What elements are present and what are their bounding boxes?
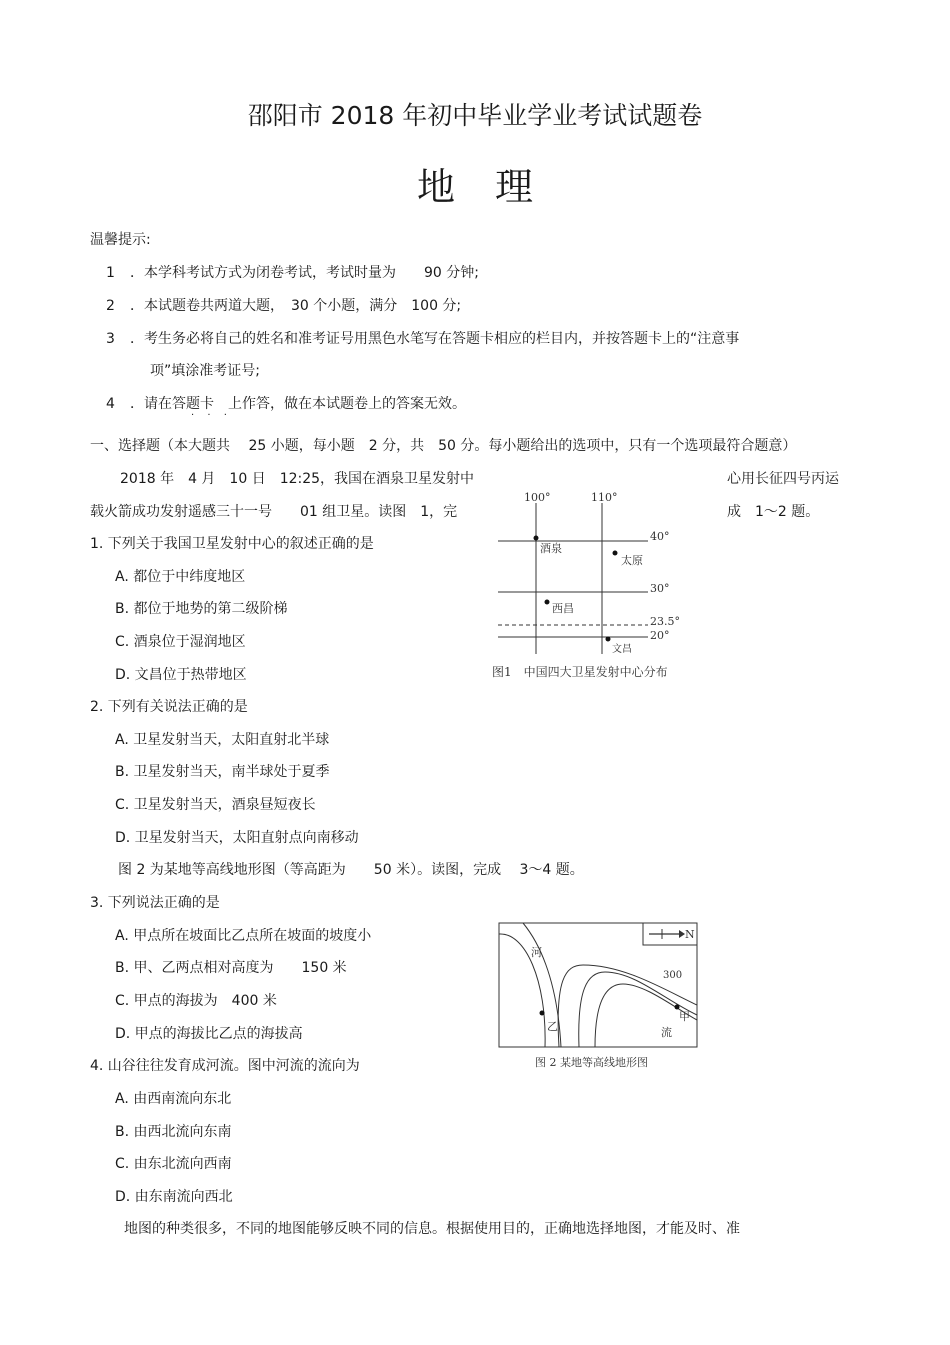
- point-label: 乙: [547, 1020, 558, 1033]
- tip-text: ．请在答题卡 上作答，做在本试题卷上的答案无效。: [130, 396, 466, 412]
- section-heading: 一、选择题（本大题共 25 小题，每小题 2 分，共 50 分。每小题给出的选项中，只有一个选项最符合题意）: [90, 438, 797, 454]
- question-stem: 3. 下列说法正确的是: [90, 895, 220, 911]
- figure2-intro: 图 2 为某地等高线地形图（等高距为 50 米）。读图，完成 3～4 题。: [118, 862, 584, 878]
- place-label: 太原: [621, 554, 643, 567]
- figure-caption: 图1 中国四大卫星发射中心分布: [492, 665, 668, 679]
- intro-text: 心用长征四号丙运: [727, 471, 839, 487]
- question-option: D. 甲点的海拔比乙点的海拔高: [115, 1026, 303, 1042]
- point-jia-dot: [675, 1005, 680, 1010]
- place-dot: [545, 600, 550, 605]
- tips-heading: 温馨提示:: [90, 232, 151, 248]
- closing-text: 地图的种类很多，不同的地图能够反映不同的信息。根据使用目的，正确地选择地图，才能及时、准: [124, 1221, 740, 1237]
- place-label: 文昌: [612, 644, 632, 655]
- lon-label: 110°: [591, 491, 618, 504]
- river-label: 河: [531, 946, 542, 959]
- place-dot: [534, 536, 539, 541]
- question-option: B. 由西北流向东南: [115, 1124, 232, 1140]
- figure1-map: [490, 488, 715, 686]
- figure2-contour-map: [495, 920, 705, 1075]
- tip-text: ．考生务必将自己的姓名和准考证号用黑色水笔写在答题卡相应的栏目内，并按答题卡上的“注意事: [130, 331, 740, 347]
- intro-text: 载火箭成功发射遥感三十一号 01 组卫星。读图 1，完: [90, 504, 458, 520]
- emphasis-dots: · · ·: [191, 410, 232, 421]
- point-label: 甲: [679, 1010, 690, 1023]
- question-option: B. 都位于地势的第二级阶梯: [115, 601, 288, 617]
- lat-label: 30°: [650, 582, 670, 595]
- intro-text: 2018 年 4 月 10 日 12:25，我国在酒泉卫星发射中: [120, 471, 475, 487]
- tip-number: 4: [106, 396, 115, 412]
- tip-number: 1: [106, 265, 115, 281]
- question-stem: 2. 下列有关说法正确的是: [90, 699, 248, 715]
- question-stem: 4. 山谷往往发育成河流。图中河流的流向为: [90, 1058, 360, 1074]
- tip-text: 项”填涂准考证号;: [150, 363, 260, 379]
- place-dot: [606, 637, 611, 642]
- tip-text: ．本学科考试方式为闭卷考试，考试时量为 90 分钟;: [130, 265, 479, 281]
- question-option: C. 由东北流向西南: [115, 1156, 232, 1172]
- question-option: A. 都位于中纬度地区: [115, 569, 246, 585]
- question-option: D. 由东南流向西北: [115, 1189, 233, 1205]
- tip-text: ．本试题卷共两道大题， 30 个小题，满分 100 分;: [130, 298, 462, 314]
- place-label: 西昌: [552, 602, 574, 615]
- question-stem: 1. 下列关于我国卫星发射中心的叙述正确的是: [90, 536, 374, 552]
- lat-label: 20°: [650, 629, 670, 642]
- question-option: C. 酒泉位于湿润地区: [115, 634, 246, 650]
- lat-label: 40°: [650, 530, 670, 543]
- lat-label: 23.5°: [650, 615, 680, 628]
- question-option: B. 卫星发射当天，南半球处于夏季: [115, 764, 330, 780]
- question-option: C. 甲点的海拔为 400 米: [115, 993, 277, 1009]
- place-label: 酒泉: [540, 542, 562, 555]
- point-yi-dot: [540, 1011, 545, 1016]
- question-option: A. 甲点所在坡面比乙点所在坡面的坡度小: [115, 928, 372, 944]
- page-title: 邵阳市 2018 年初中毕业学业考试试题卷: [247, 101, 703, 130]
- contour-label: 300: [663, 970, 683, 981]
- tip-number: 3: [106, 331, 115, 347]
- figure-caption: 图 2 某地等高线地形图: [535, 1056, 648, 1069]
- intro-text: 成 1～2 题。: [727, 504, 820, 520]
- question-option: D. 卫星发射当天，太阳直射点向南移动: [115, 830, 359, 846]
- river-label: 流: [661, 1026, 672, 1039]
- lon-label: 100°: [524, 491, 551, 504]
- place-dot: [613, 551, 618, 556]
- question-option: D. 文昌位于热带地区: [115, 667, 247, 683]
- north-label: N: [685, 928, 695, 941]
- subject-title: 地理: [416, 165, 573, 209]
- question-option: B. 甲、乙两点相对高度为 150 米: [115, 960, 347, 976]
- question-option: A. 由西南流向东北: [115, 1091, 232, 1107]
- tip-number: 2: [106, 298, 115, 314]
- question-option: A. 卫星发射当天，太阳直射北半球: [115, 732, 330, 748]
- question-option: C. 卫星发射当天，酒泉昼短夜长: [115, 797, 316, 813]
